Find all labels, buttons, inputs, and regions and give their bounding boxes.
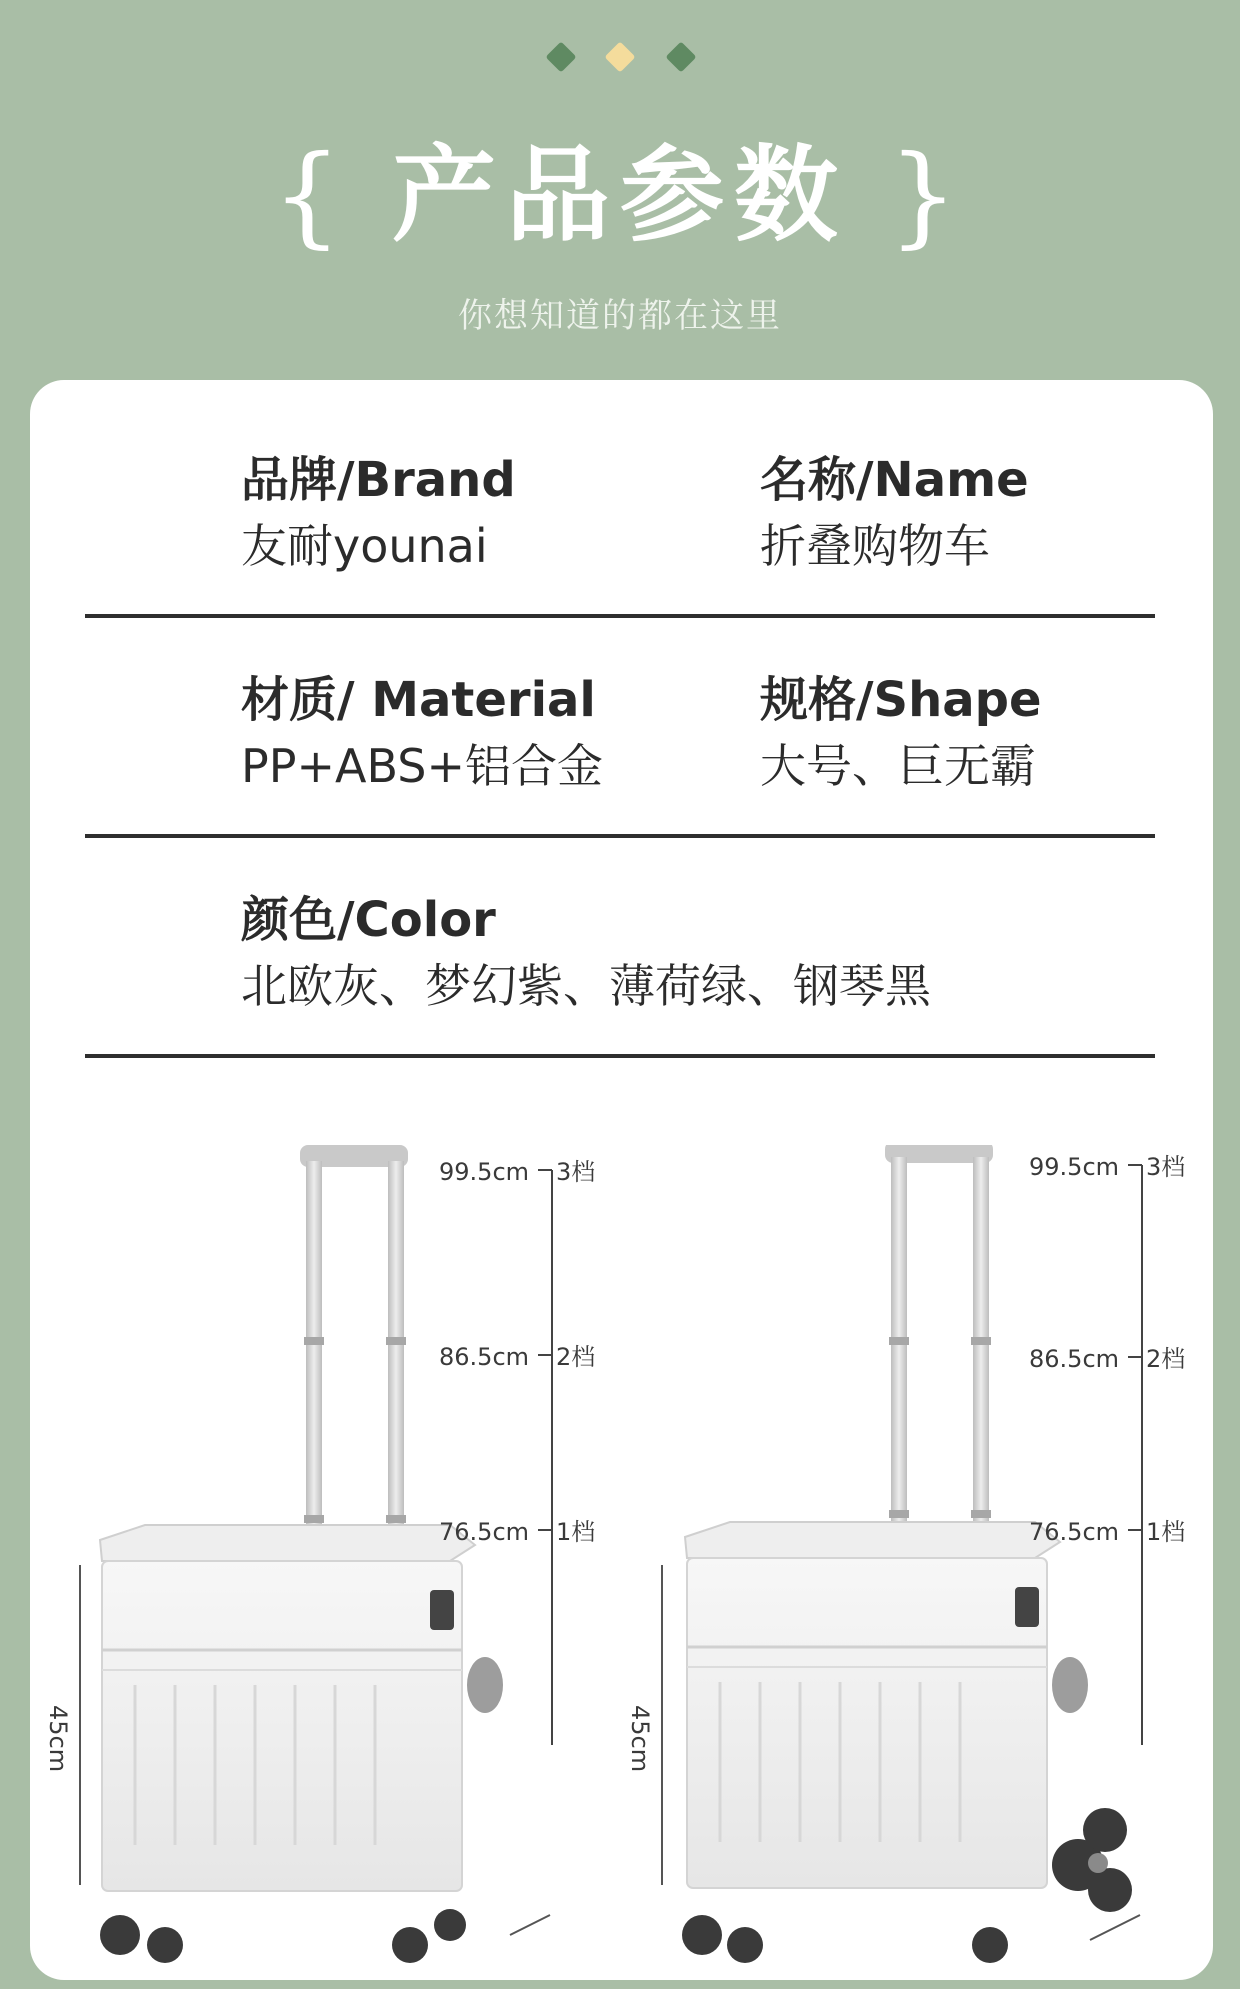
indicator-dot-3 [665, 41, 696, 72]
stair-climbing-wheel [1052, 1808, 1132, 1912]
spec-label: 规格/Shape [760, 672, 1042, 728]
telescopic-pole-right [388, 1161, 404, 1541]
carousel-indicator [0, 46, 1240, 76]
spec-label: 材质/ Material [241, 672, 596, 728]
product-dimension-illustrations [30, 1145, 1213, 1985]
divider [85, 834, 1155, 838]
gear-label-1-low: 1档 [556, 1518, 596, 1546]
spec-card [30, 380, 1213, 1980]
dimension-label-1-mid: 86.5cm [439, 1343, 530, 1371]
product-illustration-svg [30, 1145, 1213, 1985]
divider [85, 614, 1155, 618]
indicator-dot-2 [604, 41, 635, 72]
gear-label-2-mid: 2档 [1146, 1345, 1186, 1373]
telescopic-pole-left [306, 1161, 322, 1541]
side-wheel [467, 1657, 503, 1713]
height-label-1: 45cm [44, 1705, 72, 1773]
spec-value: 北欧灰、梦幻紫、薄荷绿、钢琴黑 [241, 959, 931, 1013]
cart-body [102, 1561, 462, 1891]
gear-label-1-mid: 2档 [556, 1343, 596, 1371]
caster-wheel [147, 1927, 183, 1963]
caster-wheel [434, 1909, 466, 1941]
spec-label: 名称/Name [760, 452, 1029, 508]
dimension-label-1-top: 99.5cm [439, 1158, 530, 1186]
cart-lid [685, 1522, 1060, 1558]
right-brace: } [888, 131, 968, 259]
spec-shape [760, 670, 1042, 796]
caster-wheel [392, 1927, 428, 1963]
caster-wheel [682, 1915, 722, 1955]
dimension-label-1-low: 76.5cm [439, 1518, 530, 1546]
page-title-text: 产品参数 [391, 134, 848, 256]
gear-label-1-top: 3档 [556, 1158, 596, 1186]
caster-wheel [972, 1927, 1008, 1963]
spec-color [241, 890, 931, 1016]
spec-name [760, 450, 1029, 576]
gear-label-2-low: 1档 [1146, 1518, 1186, 1546]
caster-wheel [100, 1915, 140, 1955]
spec-row-1 [85, 450, 1155, 618]
telescopic-pole-right [973, 1157, 989, 1537]
spec-row-3 [85, 890, 1155, 1058]
dimension-label-2-top: 99.5cm [1029, 1153, 1120, 1181]
spec-value: 大号、巨无霸 [760, 739, 1036, 793]
dimension-label-2-mid: 86.5cm [1029, 1345, 1120, 1373]
caster-wheel [727, 1927, 763, 1963]
divider [85, 1054, 1155, 1058]
side-wheel [1052, 1657, 1088, 1713]
left-brace: { [271, 131, 352, 259]
cart-1 [80, 1145, 552, 1963]
telescopic-pole-left [891, 1157, 907, 1537]
spec-value: PP+ABS+铝合金 [241, 739, 603, 793]
height-label-2: 45cm [626, 1705, 654, 1773]
spec-material [241, 670, 603, 796]
spec-value: 友耐younai [241, 519, 488, 573]
dimension-label-2-low: 76.5cm [1029, 1518, 1120, 1546]
page-subtitle: 你想知道的都在这里 [458, 296, 782, 336]
spec-row-2 [85, 670, 1155, 838]
cart-2 [662, 1145, 1142, 1963]
page-title [0, 130, 1240, 260]
cart-body [687, 1558, 1047, 1888]
spec-label: 颜色/Color [241, 892, 496, 948]
spec-value: 折叠购物车 [760, 519, 990, 573]
gear-label-2-top: 3档 [1146, 1153, 1186, 1181]
indicator-dot-1 [545, 41, 576, 72]
spec-label: 品牌/Brand [241, 452, 516, 508]
spec-brand [241, 450, 516, 576]
cart-lid [100, 1525, 475, 1561]
